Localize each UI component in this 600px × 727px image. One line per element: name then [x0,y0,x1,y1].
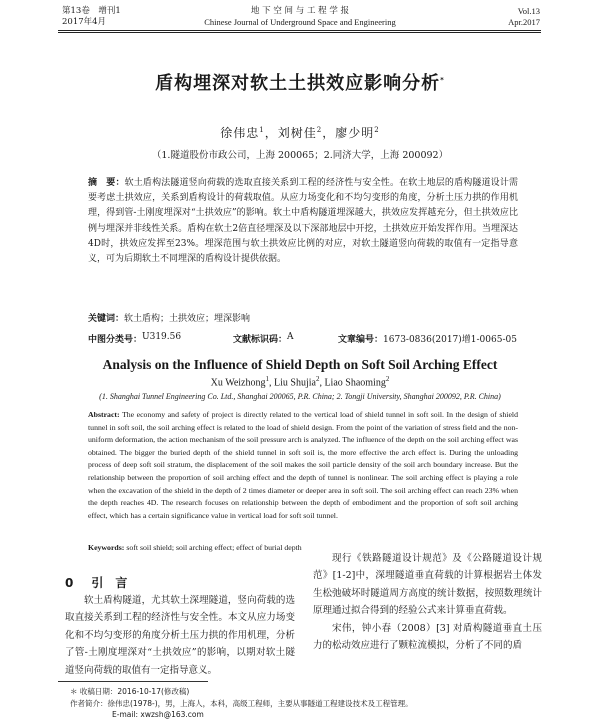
doc-code [233,332,294,345]
author-aff-mark: 1 [265,375,269,383]
author-cn: 徐伟忠 [220,126,260,140]
clc-value: U319.56 [142,332,182,342]
keywords-cn-text: 软土盾构；土拱效应；埋深影响 [124,314,251,324]
author-aff-mark: 1 [259,126,265,134]
abstract-cn-label: 摘 要： [88,178,125,188]
author-aff-mark: 2 [385,375,390,383]
paper-title-en: Analysis on the Influence of Shield Depth on Soft Soil Arching Effect [102,357,498,372]
section-title: 引 言 [91,576,128,590]
author-cn: 刘树佳 [277,126,317,140]
header-journal-en: Chinese Journal of Underground Space and Engineering [204,17,396,27]
author-en: Xu Weizhong [210,377,266,389]
affiliations-cn: （1.隧道股份市政公司，上海 200065；2.同济大学，上海 200092） [151,150,449,161]
abstract-en [88,409,518,522]
article-id-value: 1673-0836(2017)增1-0065-05 [383,335,517,345]
author-aff-mark: 2 [316,126,323,134]
section-heading [65,574,127,591]
keywords-en-text: soft soil shield; soil arching effect; effect of burial depth [126,543,302,552]
title-cn-text: 盾构埋深对软土土拱效应影响分析 [155,73,441,94]
abstract-en-label: Abstract: [88,410,120,419]
keywords-cn-label: 关键词： [88,314,125,324]
header-volume-cn: 第13卷 增刊1 [62,6,121,16]
keywords-en-label: Keywords: [88,543,125,552]
running-header [0,0,600,42]
author-en: Liu Shujia [274,377,316,389]
author-en: Liao Shaoming [324,377,386,389]
footnote-author: 作者简介：徐伟忠(1978-)，男，上海人，本科，高级工程师，主要从事隧道工程建设技术及工程管理。 [70,699,413,708]
clc-code [88,332,182,345]
intro-paragraph: 软土盾构隧道，尤其软土深埋隧道，竖向荷载的选取直接关系到工程的经济性与安全性。本文从应力场变化和不均匀变形的角度分析土压力拱的作用机理，分析了管-土刚度埋深对“土拱效应”的影响，以期对软土隧道竖向荷载的取值有一定指导意义。 [65,595,295,676]
footnote-rule [58,681,208,682]
abstract-cn [88,176,518,267]
doc-value: A [287,332,294,342]
header-rule [58,30,541,31]
section-number: 0 [65,576,74,590]
clc-label: 中图分类号： [88,335,143,345]
header-date-cn: 2017年4月 [62,17,107,27]
body-paragraph: 宋伟，钟小春（2008）[3] 对盾构隧道垂直土压力的松动效应进行了颗粒流模拟，分析了不同的盾 [313,622,542,652]
affiliations-en: (1. Shanghai Tunnel Engineering Co. Ltd., Shanghai 200065, P.R. China; 2. Tongji University, Shanghai 200092, P.R. China) [99,392,501,401]
title-footnote-mark: * [440,76,445,84]
doc-label: 文献标识码： [233,335,288,345]
footnote-received: ＊ 收稿日期：2016-10-17(修改稿) [70,687,190,696]
abstract-en-text: The economy and safety of project is directly related to the vertical load of shield tunnel in soft soil. In the design of shield tunnel in soft soil, the soil arching effect is related to the load of shield design. From the point of the variation of stress field and the non-uniform deformation, the action mechanism of the soil pressure arch is analyzed. The influence of the depth on the soil arching effect was obtained. The bigger the buried depth of the shield tunnel in soft soil is, the more effective the arch effect is. During the unloading process of deep soft soil stratum, the displacement of the soil makes the soil particle density of the soil arch boundary increase. But the relationship between the proportion of soil arching effect and the depth of tunnel is nonlinear. The soil arching effect is playing a role when the excavation of the shield in the depth of 2 times diameter or deeper area in soft soil. The soil arching effect can reach 23% when the depth reaches 4D. The research focuses on relationship between the depth of embodiment and the proportion of soft soil arching effect, which has a certain significance value in vertical load for soft soil tunnel. [88,410,518,520]
header-rule-thin [58,32,541,33]
article-id-label: 文章编号： [338,335,384,345]
paper-title-cn [0,69,600,95]
author-cn: 廖少明 [335,126,375,140]
authors-en: Xu Weizhong$^1$, Liu Shujia$^2$, Liao Shaoming$^2$ [210,375,390,389]
header-journal-cn: 地 下 空 间 与 工 程 学 报 [250,6,350,16]
footnote-email: E-mail: xwzsh@163.com [112,710,204,719]
keywords-cn [88,311,518,324]
abstract-cn-text: 软土盾构法隧道竖向荷载的选取直接关系到工程的经济性与安全性。在软土地层的盾构隧道设计需要考虑土拱效应，关系到盾构设计的荷载取值。从应力场变化和不均匀变形的角度，分析土压力拱的作用机理，得到管-土刚度埋深对“土拱效应”的影响。软土中盾构隧道埋深越大，拱效应发挥越充分，但土拱效应比例与埋深并非线性关系。盾构在软土2倍直径埋深及以下深部地层中开挖，土拱效应开始发挥作用。当埋深达4D时，拱效应发挥至23%。埋深范围与软土拱效应比例的对应，对软土隧道竖向荷载的取值有一定指导意义，可为后期软土不同埋深的盾构设计提供依据。 [88,178,518,265]
header-volume-en: Vol.13 [517,6,540,16]
body-column-left [65,592,295,679]
body-paragraph: 现行《铁路隧道设计规范》及《公路隧道设计规范》[1-2]中，深埋隧道垂直荷载的计算根据岩土体发生松弛破坏时隧道周方高度的统计数据，按照数理统计原理通过拟合得到的经验公式来计算垂直荷载。 [313,553,542,617]
author-aff-mark: 2 [374,126,380,134]
authors-cn: 徐伟忠$^1$，刘树佳$^2$，廖少明$^2$ [220,126,380,140]
author-aff-mark: 2 [315,375,320,383]
article-id [338,332,517,345]
body-column-right [313,550,542,654]
header-date-en: Apr.2017 [508,17,540,27]
